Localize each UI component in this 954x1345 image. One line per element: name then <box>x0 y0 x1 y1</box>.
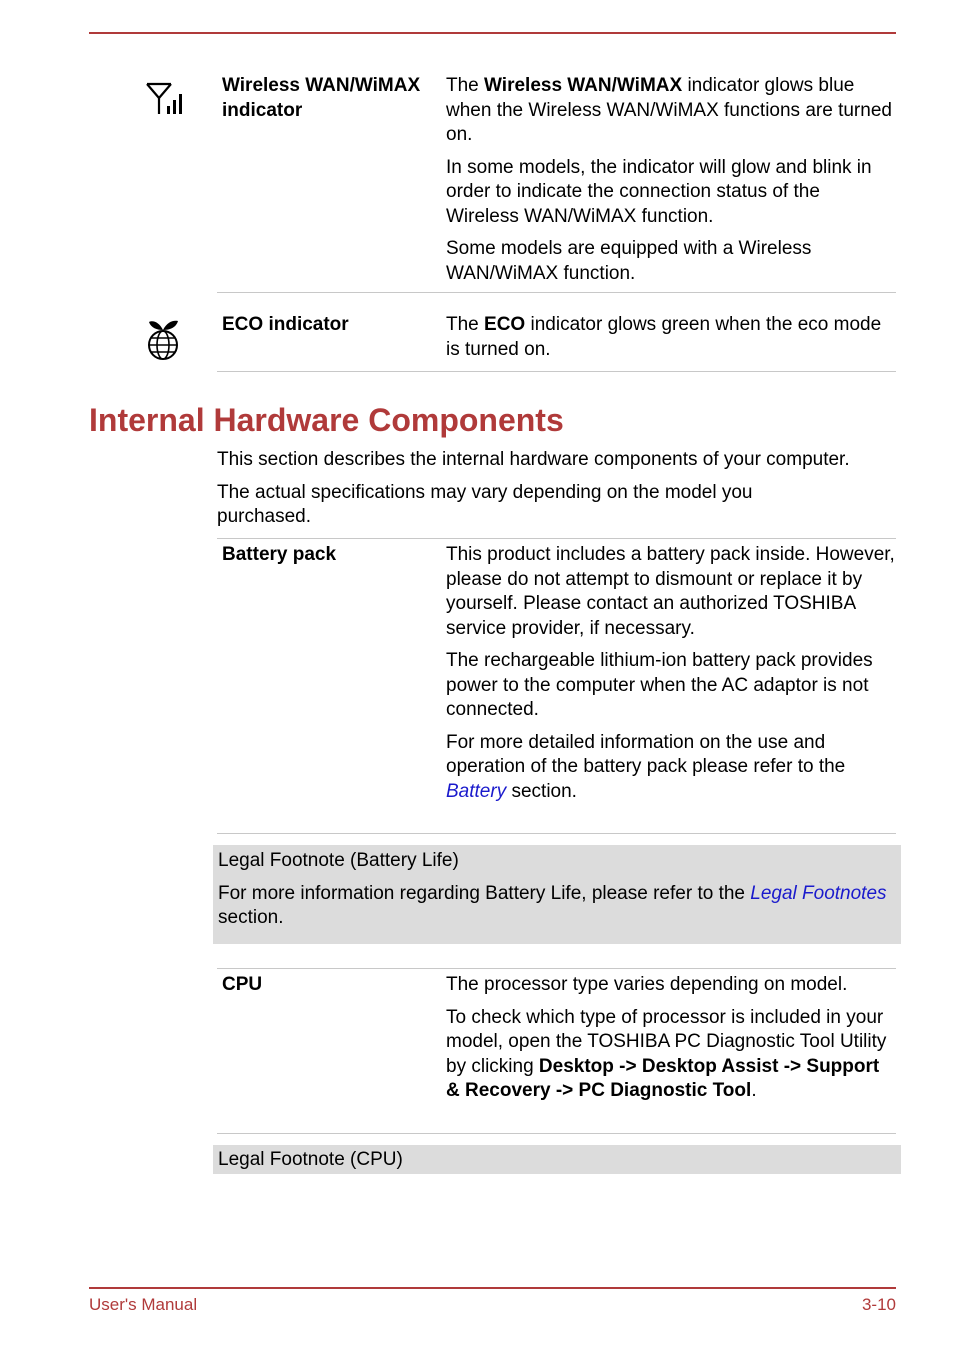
description-paragraph: To check which type of processor is included in your model, open the TOSHIBA PC Diagnostic Tool Utility by clicking Desktop -> Desktop Assist -> Support & Recovery -> PC Diagnostic Tool. <box>446 1006 887 1101</box>
description-paragraph: This product includes a battery pack inside. However, please do not attempt to dismount or replace it by yourself. Please contact an authorized TOSHIBA service provider, if necessary. <box>446 544 895 639</box>
intro-paragraph: The actual specifications may vary depending on the model you purchased. <box>217 481 753 527</box>
note-title: Legal Footnote (Battery Life) <box>218 850 459 871</box>
description-paragraph: The Wireless WAN/WiMAX indicator glows blue when the Wireless WAN/WiMAX functions are turned on. <box>446 75 892 145</box>
legal-footnote-battery <box>213 845 901 944</box>
description-paragraph: In some models, the indicator will glow and blink in order to indicate the connection status of the Wireless WAN/WiMAX function. <box>446 156 872 227</box>
footer-manual-label: User's Manual <box>89 1295 198 1314</box>
page-number: 3-10 <box>861 1295 896 1314</box>
note-title: Legal Footnote (CPU) <box>218 1149 403 1170</box>
eco-icon <box>145 318 181 368</box>
row-divider <box>217 833 896 834</box>
row-divider <box>217 371 896 372</box>
row-divider <box>217 538 896 539</box>
battery-link[interactable]: Battery <box>446 780 507 802</box>
description-paragraph: The ECO indicator glows green when the eco mode is turned on. <box>446 314 882 360</box>
legal-footnotes-link[interactable]: Legal Footnotes <box>750 882 887 904</box>
row-divider <box>217 1133 896 1134</box>
description <box>446 973 896 1112</box>
header-rule <box>89 32 896 34</box>
term-label: Battery pack <box>222 544 337 565</box>
description-paragraph: Some models are equipped with a Wireless WAN/WiMAX function. <box>446 238 812 284</box>
section-title: Internal Hardware Components <box>89 402 564 438</box>
legal-footnote-cpu <box>213 1145 901 1174</box>
term-label: CPU <box>222 974 263 995</box>
row-divider <box>217 968 896 969</box>
section-intro <box>217 448 907 538</box>
description <box>446 313 896 370</box>
description <box>446 543 896 812</box>
description-paragraph: The rechargeable lithium-ion battery pack provides power to the computer when the AC adaptor is not connected. <box>446 650 873 720</box>
note-text: For more information regarding Battery Life, please refer to the Legal Footnotes section. <box>218 882 887 928</box>
footer-rule <box>89 1287 896 1289</box>
intro-paragraph: This section describes the internal hardware components of your computer. <box>217 449 850 470</box>
description <box>446 74 896 294</box>
description-paragraph: For more detailed information on the use and operation of the battery pack please refer to the Battery section. <box>446 731 846 802</box>
term-label: Wireless WAN/WiMAX indicator <box>222 75 421 121</box>
term-label: ECO indicator <box>222 314 349 335</box>
row-divider <box>217 292 896 293</box>
description-paragraph: The processor type varies depending on model. <box>446 974 848 995</box>
wireless-wan-icon <box>145 82 183 124</box>
